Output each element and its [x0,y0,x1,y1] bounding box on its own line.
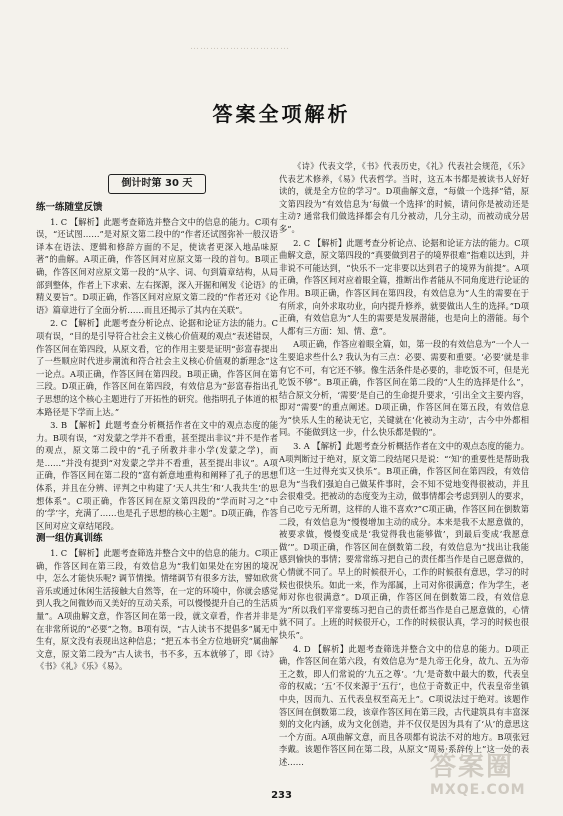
right-column [279,160,529,770]
answer-paragraph: 3. B 【解析】此题考查分析概括作者在文中的观点态度的能力。B项有误，“对发蒙之学并不看重，甚至提出非议”并不是作者的观点，原文第二段中的“孔子所教并非小学(发蒙之学)，而是……”并没有提到“对发蒙之学并不看重，甚至提出非议”。A项正确，作答区间在第二段的“富有新意地重构和阐释了孔子的思想体系，并且在分辨、评判之中构建了‘天人共生’和‘人我共生’的思想体系”。C项正确，作答区间在原文第四段的“学而时习之”中的‘学’字，充满了……也是孔子思想的核心主题”。D项正确，作答区间对应文章结尾段。 [36,420,278,531]
section-heading: 测一组仿真训练 [36,533,103,545]
answer-paragraph: 2. C 【解析】此题考查分析论点、论据和论证方法的能力。C项有误，“目的是引导符合社会主义核心价值观的观点”表述错误，作答区间在第四段，从原文看，它的作用主要是证明“彭富春提出了一些顺应时代进步潮流和符合社会主义核心价值观的新理念”这一论点。A项正确，作答区间在第四段。B项正确，作答区间在第三段。D项正确，作答区间在第四段，有效信息为“彭富春指出孔子思想的这个核心主题进行了开拓性的研究。他指明孔子体道的根本路径是下学而上达。” [36,318,278,417]
countdown-banner: 倒计时第 30 天 [108,174,206,194]
answer-paragraph: 《诗》代表文学，《书》代表历史，《礼》代表社会规范，《乐》代表艺术修养，《易》代表哲学。当时，这五本书都是被读书人好好读的，就是全方位的学习”。D项曲解文意，“每做一个选择”错，原文第四段为“有效信息为‘每做一个选择’的时候，请问你是被动还是主动? 通常我们做选择都会有几分被动，几分主动，而被动成分居多”。 [279,161,529,234]
left-column [36,160,278,674]
page-number: 233 [271,790,292,801]
answer-paragraph: 1. C 【解析】此题考查筛选并整合文中的信息的能力。C项正确，作答区间在第三段，有效信息为“我们如果处在穷困的境况中，怎么才能快乐呢? 调节情操。情绪调节有很多方法，譬如欣赏音乐或通过休闲生活接触大自然等，在一定的环境中，你就会感觉到人我之间微妙而又美好的互动关系，可以慢慢提升自己的生活质量”。A项曲解文意，作答区间在第一段，就文章看，作者并非是在非常所说的“必要”之物。B项有误，“古人读书不提倡多”属无中生有，原文没有表现出这种信息；“把五本书全方位地研究”属曲解文意，原文第二段为“古人读书，书不多，五本就够了，即《诗》《书》《礼》《乐》《易》。 [36,548,278,672]
section-heading: 练一练随堂反馈 [36,202,103,213]
show-through-text: ………………………… [190,42,290,52]
answer-paragraph: 4. D 【解析】此题考查筛选并整合文中的信息的能力。D项正确，作答区间在第六段，有效信息为“是九帝王化身，故九、五为帝王之数，即人们常说的‘九五之尊’。‘九’是奇数中最大的数，代表皇帝的权威；‘五’不仅来源于‘五行’，也位于奇数正中，代表皇帝坐镇中央，因而九、五代表皇权至高无上”。C项说法过于绝对。该题作答区间在倒数第二段，该章作答区间在第三段，古代建筑具有丰富深刻的文化内涵，成为文化创造，并不仅仅是因为具有了‘从’的意思这一个方面。A项曲解文意，而且各项都有说法不对的地方。B项张冠李戴。该题作答区间在第二段，从原文“周易·系辞传上”这一处的表述…… [279,643,529,767]
watermark-logo: 答案圈 MXQE.COM [430,752,526,798]
answer-paragraph: 3. A 【解析】此题考查分析概括作者在文中的观点态度的能力。A项判断过于绝对，原文第二段结尾只是说：“‘知’的重要性是帮助我们这一生过得充实又快乐”。B项正确，作答区间在第四段，有效信息为“当我们强迫自己做某件事时，会不知不觉地变得很被动，并且会很难受。把被动的态度变为主动，做事情都会考虑到别人的要求，自己吃亏无所谓，这样的人谁不喜欢?”C项正确，作答区间在倒数第二段，有效信息为“慢慢增加主动的成分。本来是我不太愿意做的，被要求做，慢慢变成是‘我觉得我也能够做’，到最后变成‘我愿意做’”。D项正确，作答区间在倒数第二段，有效信息为“找出让我能感到愉快的事情；要常常练习把自己的责任都当作是自己愿意做的，心情就不同了。早上的时候很开心，工作的时候很有意思，学习的时候也很快乐。如此一来，作为部属，上司对你很满意；作为学生，老师对你也很满意”。D项正确，作答区间在倒数第二段，有效信息为“所以我们平常要练习把自己的责任都当作是自己愿意做的，心情就不同了。上班的时候很开心，工作的时候很认真，学习的时候也很快乐”。 [279,441,529,640]
answer-paragraph: 2. C 【解析】此题考查分析论点、论据和论证方法的能力。C项曲解文意，原文第四段的“真要做到君子的境界很难”指难以达到，并非说不可能达到，“快乐不一定非要以达到君子的境界为前提”。A项正确，作答区间对应着眼全篇，推断出作者能从不同角度进行论证的作用。B项正确，作答区间在第四段，有效信息为“人生的需要在于有所求，向外求取功业，向内提升修养，就要做出人生的选择。”D项正确，有效信息为“人生的需要是发展潜能，也是向上的潜能。每个人都有三方面：知、情、意”。 [279,237,529,336]
answer-paragraph: 1. C 【解析】此题考查筛选并整合文中的信息的能力。C项有误，“还试图……”是对原文第二段中的“作者还试图弥补一般汉语译本在语法、逻辑和修辞方面的不足，使读者更深入地品味原著”的曲解。A项正确，作答区间对应原文第一段的首句。B项正确，作答区间对应原文第一段的“从字、词、句到篇章结构，从局部到整体，作者上下求索、左右探源，深入开掘和阐发《论语》的精义要旨”。D项正确，作答区间对应原文第二段的“作者还对《论语》篇章进行了全面分析……而且还揭示了其内在关联”。 [36,216,278,315]
page-title: 答案全项解析 [212,102,351,126]
answer-paragraph: A项正确，作答应着眼全篇，如，第一段的有效信息为“一个人一生要追求些什么? 我认为有三点：必要、需要和重要。‘必要’就是非有它不可，有它还不够。像生活条件是必要的，非吃饭不可，但是光吃饭不够”。B项正确，作答区间在第二段的“人生的选择是什么”，结合原文分析，‘需要’是自己的生命提升要求，‘引出全文主要内容，即对“需要”的重点阐述。D项正确，作答区间在第五段，有效信息为“快乐人生的秘诀无它，关键就在‘化被动为主动’，古今中外都相同。不能做到这一步，什么快乐都是假的”。 [279,339,529,438]
